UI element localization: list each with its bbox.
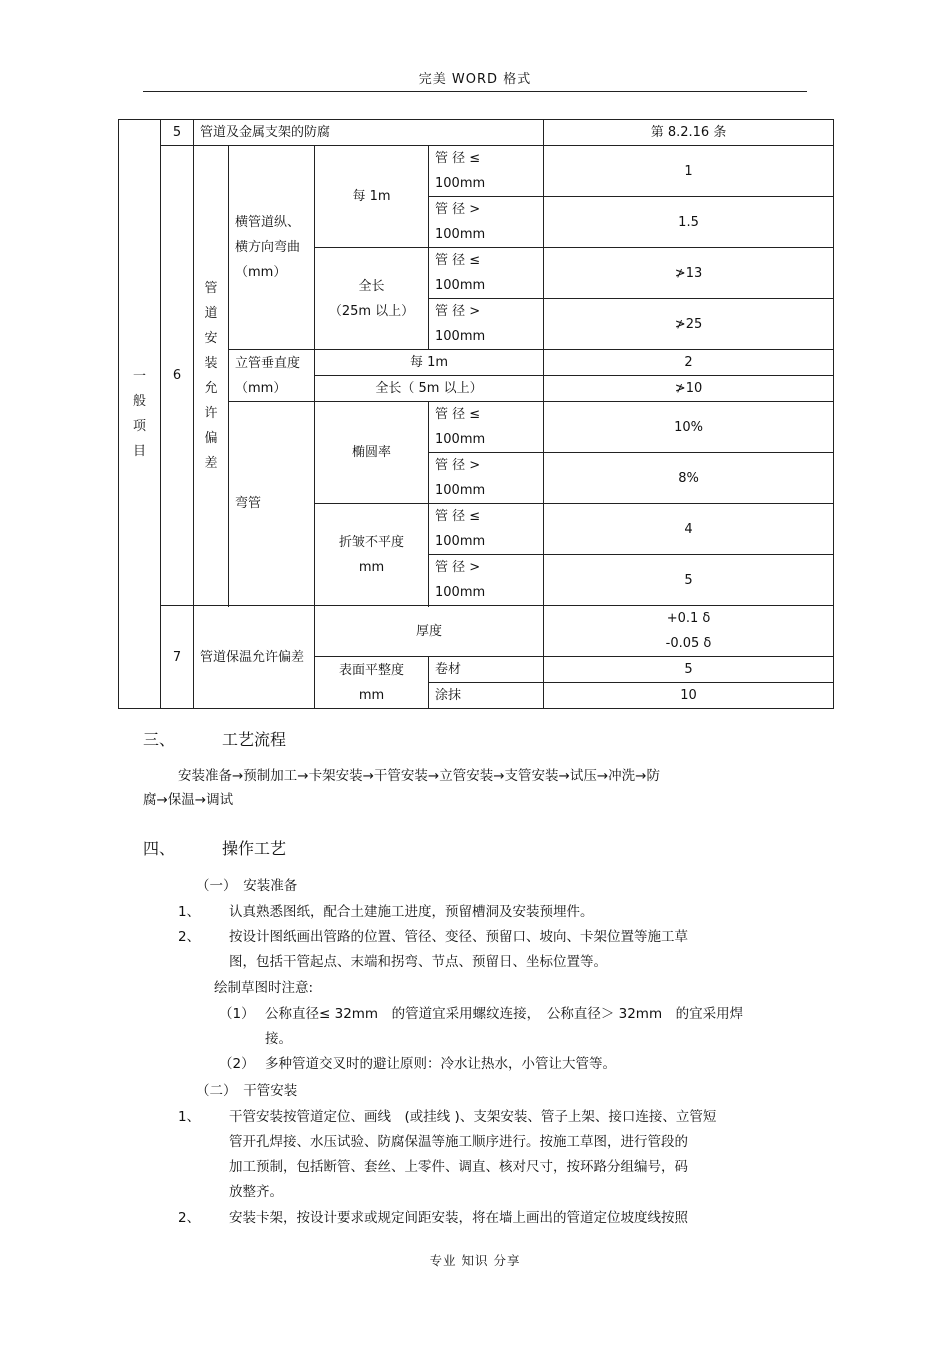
group-char: 目 xyxy=(132,444,146,459)
diameter-cell xyxy=(429,555,544,606)
diameter-cell xyxy=(429,453,544,504)
fold-label: 折皱不平度 xyxy=(338,534,404,550)
list-number: 1、 xyxy=(178,1109,201,1125)
diameter-top: 管 径 ≤ xyxy=(435,407,481,422)
roll-label: 卷材 xyxy=(429,657,544,683)
ellipse-label: 椭圆率 xyxy=(315,402,429,504)
value-cell: 5 xyxy=(544,555,834,606)
category-char: 偏 xyxy=(204,430,218,446)
list-text: 放整齐。 xyxy=(229,1184,283,1200)
diameter-top: 管 径 ≤ xyxy=(435,253,481,268)
value-cell: ≯25 xyxy=(544,299,834,350)
list-text: 干管安装按管道定位、画线 (或挂线 )、支架安装、管子上架、接口连接、立管短 xyxy=(229,1109,717,1125)
thickness-value xyxy=(544,606,834,657)
full-length-label: 全长 xyxy=(358,278,385,294)
row-number: 7 xyxy=(161,606,194,709)
note-label: 绘制草图时注意: xyxy=(214,980,314,996)
list-text: 管开孔焊接、水压试验、防腐保温等施工顺序进行。按施工草图，进行管段的 xyxy=(229,1134,688,1150)
value-cell: 1.5 xyxy=(544,197,834,248)
diameter-bottom: 100mm xyxy=(435,278,486,293)
category-char: 允 xyxy=(204,380,218,396)
table-row xyxy=(119,606,834,657)
table-row xyxy=(119,146,834,197)
diameter-cell xyxy=(429,248,544,299)
vertical-label: 立管垂直度（mm） xyxy=(229,350,315,402)
flatness-label: 表面平整度 xyxy=(338,662,404,678)
thickness-value-minus: -0.05 δ xyxy=(665,636,712,651)
group-char: 一 xyxy=(132,369,146,384)
note-text: 接。 xyxy=(265,1031,292,1047)
diameter-cell xyxy=(429,146,544,197)
diameter-top: 管 径 > xyxy=(435,202,481,217)
section-title: 操作工艺 xyxy=(222,839,287,858)
note-number: （1） xyxy=(219,1006,255,1022)
row-number: 6 xyxy=(161,146,194,606)
header-divider xyxy=(143,91,807,92)
v-full-label: 全长（ 5m 以上） xyxy=(315,376,544,402)
item-value: 第 8.2.16 条 xyxy=(544,120,834,146)
diameter-top: 管 径 > xyxy=(435,560,481,575)
fold-cell xyxy=(315,504,429,606)
value-cell: 2 xyxy=(544,350,834,376)
category-char: 道 xyxy=(204,305,218,321)
value-cell: 4 xyxy=(544,504,834,555)
category-cell xyxy=(194,146,229,606)
horizontal-label: 横管道纵、横方向弯曲（mm） xyxy=(229,146,315,350)
note-number: （2） xyxy=(219,1056,255,1072)
diameter-bottom: 100mm xyxy=(435,585,486,600)
value-cell: 10 xyxy=(544,683,834,709)
diameter-cell xyxy=(429,299,544,350)
bend-label: 弯管 xyxy=(229,402,315,606)
section-number: 四、 xyxy=(143,839,176,858)
section-number: 三、 xyxy=(143,730,176,749)
list-text: 加工预制，包括断管、套丝、上零件、调直、核对尺寸，按环路分组编号，码 xyxy=(229,1159,688,1175)
note-text: 多种管道交叉时的避让原则：冷水让热水，小管让大管等。 xyxy=(265,1056,616,1072)
page-footer: 专业 知识 分享 xyxy=(429,1253,521,1268)
thickness-value-plus: +0.1 δ xyxy=(666,611,711,626)
item-name: 管道及金属支架的防腐 xyxy=(194,120,544,146)
spec-table xyxy=(118,119,834,709)
diameter-bottom: 100mm xyxy=(435,227,486,242)
group-label-cell xyxy=(119,120,161,709)
list-text: 认真熟悉图纸，配合土建施工进度，预留槽洞及安装预埋件。 xyxy=(229,904,594,920)
value-cell: 10% xyxy=(544,402,834,453)
list-text: 安装卡架，按设计要求或规定间距安装，将在墙上画出的管道定位坡度线按照 xyxy=(229,1210,688,1226)
category-char: 管 xyxy=(204,280,218,296)
fold-unit: mm xyxy=(358,559,385,575)
diameter-top: 管 径 > xyxy=(435,458,481,473)
value-cell: ≯10 xyxy=(544,376,834,402)
group-char: 项 xyxy=(132,419,146,434)
diameter-bottom: 100mm xyxy=(435,534,486,549)
diameter-bottom: 100mm xyxy=(435,432,486,447)
thickness-label: 厚度 xyxy=(315,606,544,657)
diameter-cell xyxy=(429,504,544,555)
diameter-bottom: 100mm xyxy=(435,483,486,498)
row-number: 5 xyxy=(161,120,194,146)
value-cell: ≯13 xyxy=(544,248,834,299)
category-char: 许 xyxy=(204,405,218,421)
note-text: 公称直径≤ 32mm 的管道宜采用螺纹连接， 公称直径＞ 32mm 的宜采用焊 xyxy=(265,1006,744,1022)
full-length-cell xyxy=(315,248,429,350)
diameter-bottom: 100mm xyxy=(435,176,486,191)
per-1m-label: 每 1m xyxy=(315,146,429,248)
diameter-cell xyxy=(429,402,544,453)
paint-label: 涂抹 xyxy=(429,683,544,709)
full-length-note: （25m 以上） xyxy=(328,303,415,319)
list-text: 图，包括干管起点、末端和拐弯、节点、预留日、坐标位置等。 xyxy=(229,954,607,970)
category-char: 装 xyxy=(204,355,218,371)
subsection-1: （一） 安装准备 xyxy=(196,878,298,894)
v-per-1m-label: 每 1m xyxy=(315,350,544,376)
insulation-label: 管道保温允许偏差 xyxy=(194,606,315,709)
diameter-top: 管 径 > xyxy=(435,304,481,319)
diameter-bottom: 100mm xyxy=(435,329,486,344)
flatness-cell xyxy=(315,657,429,709)
list-text: 按设计图纸画出管路的位置、管径、变径、预留口、坡向、卡架位置等施工草 xyxy=(229,929,688,945)
table-row xyxy=(119,120,834,146)
diameter-top: 管 径 ≤ xyxy=(435,509,481,524)
list-number: 2、 xyxy=(178,1210,201,1226)
value-cell: 1 xyxy=(544,146,834,197)
diameter-cell xyxy=(429,197,544,248)
diameter-top: 管 径 ≤ xyxy=(435,151,481,166)
group-char: 般 xyxy=(132,394,146,409)
flatness-unit: mm xyxy=(358,687,385,703)
flow-line-2: 腐→保温→调试 xyxy=(143,792,234,808)
value-cell: 5 xyxy=(544,657,834,683)
list-number: 2、 xyxy=(178,929,201,945)
category-char: 安 xyxy=(204,330,218,346)
value-cell: 8% xyxy=(544,453,834,504)
flow-line-1: 安装准备→预制加工→卡架安装→干管安装→立管安装→支管安装→试压→冲洗→防 xyxy=(178,768,660,784)
list-number: 1、 xyxy=(178,904,201,920)
subsection-2: （二） 干管安装 xyxy=(196,1083,298,1099)
section-title: 工艺流程 xyxy=(222,730,287,749)
category-char: 差 xyxy=(204,455,218,471)
page-header: 完美 WORD 格式 xyxy=(418,72,532,87)
